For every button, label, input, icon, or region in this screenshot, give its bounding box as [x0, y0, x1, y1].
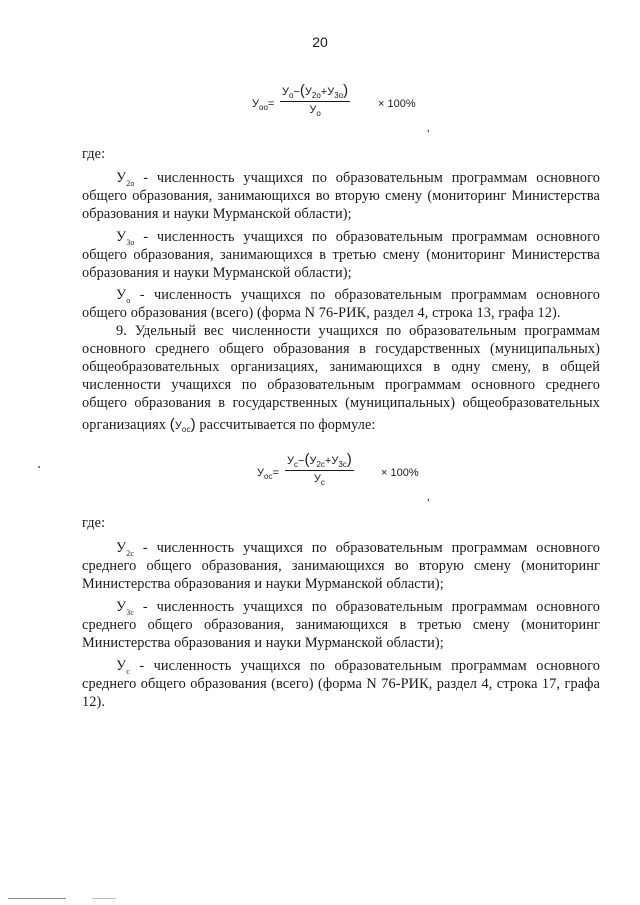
formula-lhs: $У_{ос}=$ [257, 467, 279, 482]
definition-y3c-line-1: $У_{3с}$ - численность учащихся по образовательным программам основного [116, 599, 600, 617]
definition-y2c-line-2: среднего общего образования, занимающихся во вторую смену (мониторинг [82, 558, 600, 574]
formula-numerator: $У_с-(У_{2с}+У_{3с})$ [287, 451, 352, 470]
symbol-y2o: $У_{2о}$ [116, 170, 135, 188]
definition-yc-line-1: $У_с$ - численность учащихся по образовательным программам основного [116, 658, 600, 676]
paragraph-9-line-3: общеобразовательных организациях, занимающихся в одну смену, в общей [82, 359, 600, 375]
where-label: где: [82, 515, 106, 531]
definition-y2o-line-3: образования и науки Мурманской области); [82, 206, 352, 222]
paragraph-9-line-4: численности учащихся по образовательным программам основного среднего [82, 377, 600, 393]
symbol-yc: $У_с$ [116, 658, 130, 676]
definition-y3o-line-1: $У_{3о}$ - численность учащихся по образовательным программам основного [116, 229, 600, 247]
paragraph-9-line-2: основного среднего общего образования в государственных (муниципальных) [82, 341, 600, 357]
formula-lhs: $У_{оо}=$ [252, 98, 275, 113]
definition-yo-line-2: общего образования (всего) (форма N 76-РИК, раздел 4, строка 13, графа 12). [82, 305, 561, 321]
definition-y2c-line-1: $У_{2с}$ - численность учащихся по образовательным программам основного [116, 540, 600, 558]
formula-multiplier: × 100% [378, 98, 416, 110]
symbol-y3c: $У_{3с}$ [116, 599, 134, 617]
definition-y3o-line-2: общего образования, занимающихся в третью смену (мониторинг Министерства [82, 247, 600, 263]
paragraph-9-line-6: организациях $(У_{ос})$ рассчитывается по формуле: [82, 416, 376, 435]
symbol-y3o: $У_{3о}$ [116, 229, 135, 247]
formula-multiplier: × 100% [381, 467, 419, 479]
symbol-y2c: $У_{2с}$ [116, 540, 134, 558]
definition-y3o-line-3: образования и науки Мурманской области); [82, 265, 352, 281]
definition-yc-line-3: 12). [82, 694, 106, 710]
paragraph-9-line-1: 9. Удельный вес численности учащихся по образовательным программам [116, 323, 600, 339]
page-number: 20 [312, 34, 328, 50]
formula-fraction [285, 451, 354, 487]
scan-mark [38, 466, 40, 468]
formula-trailing-comma: , [427, 122, 430, 134]
formula-trailing-comma: , [427, 491, 430, 503]
formula-overall-basic [252, 82, 452, 126]
definition-yc-line-2: среднего общего образования (всего) (форма N 76-РИК, раздел 4, строка 17, графа [82, 676, 600, 692]
formula-numerator: $У_о-(У_{2о}+У_{3о})$ [282, 82, 349, 101]
formula-fraction [280, 82, 350, 118]
formula-denominator: $У_с$ [313, 473, 325, 488]
footer-rule-faint [92, 898, 116, 899]
definition-y2o-line-1: $У_{2о}$ - численность учащихся по образовательным программам основного [116, 170, 600, 188]
definition-y2c-line-3: Министерства образования и науки Мурманской области); [82, 576, 444, 592]
where-label: где: [82, 146, 106, 162]
definition-y3c-line-2: среднего общего образования, занимающихся в третью смену (мониторинг [82, 617, 600, 633]
symbol-yo: $У_о$ [116, 287, 131, 305]
definition-y2o-line-2: общего образования, занимающихся во вторую смену (мониторинг Министерства [82, 188, 600, 204]
paragraph-9-line-5: общего образования в государственных (муниципальных) общеобразовательных [82, 395, 600, 411]
inline-symbol-yoc: $(У_{ос})$ [169, 416, 196, 435]
definition-y3c-line-3: Министерства образования и науки Мурманской области); [82, 635, 444, 651]
footer-rule [8, 898, 66, 899]
formula-overall-secondary [257, 451, 457, 495]
definition-yo-line-1: $У_о$ - численность учащихся по образовательным программам основного [116, 287, 600, 305]
formula-denominator: $У_о$ [309, 104, 321, 119]
